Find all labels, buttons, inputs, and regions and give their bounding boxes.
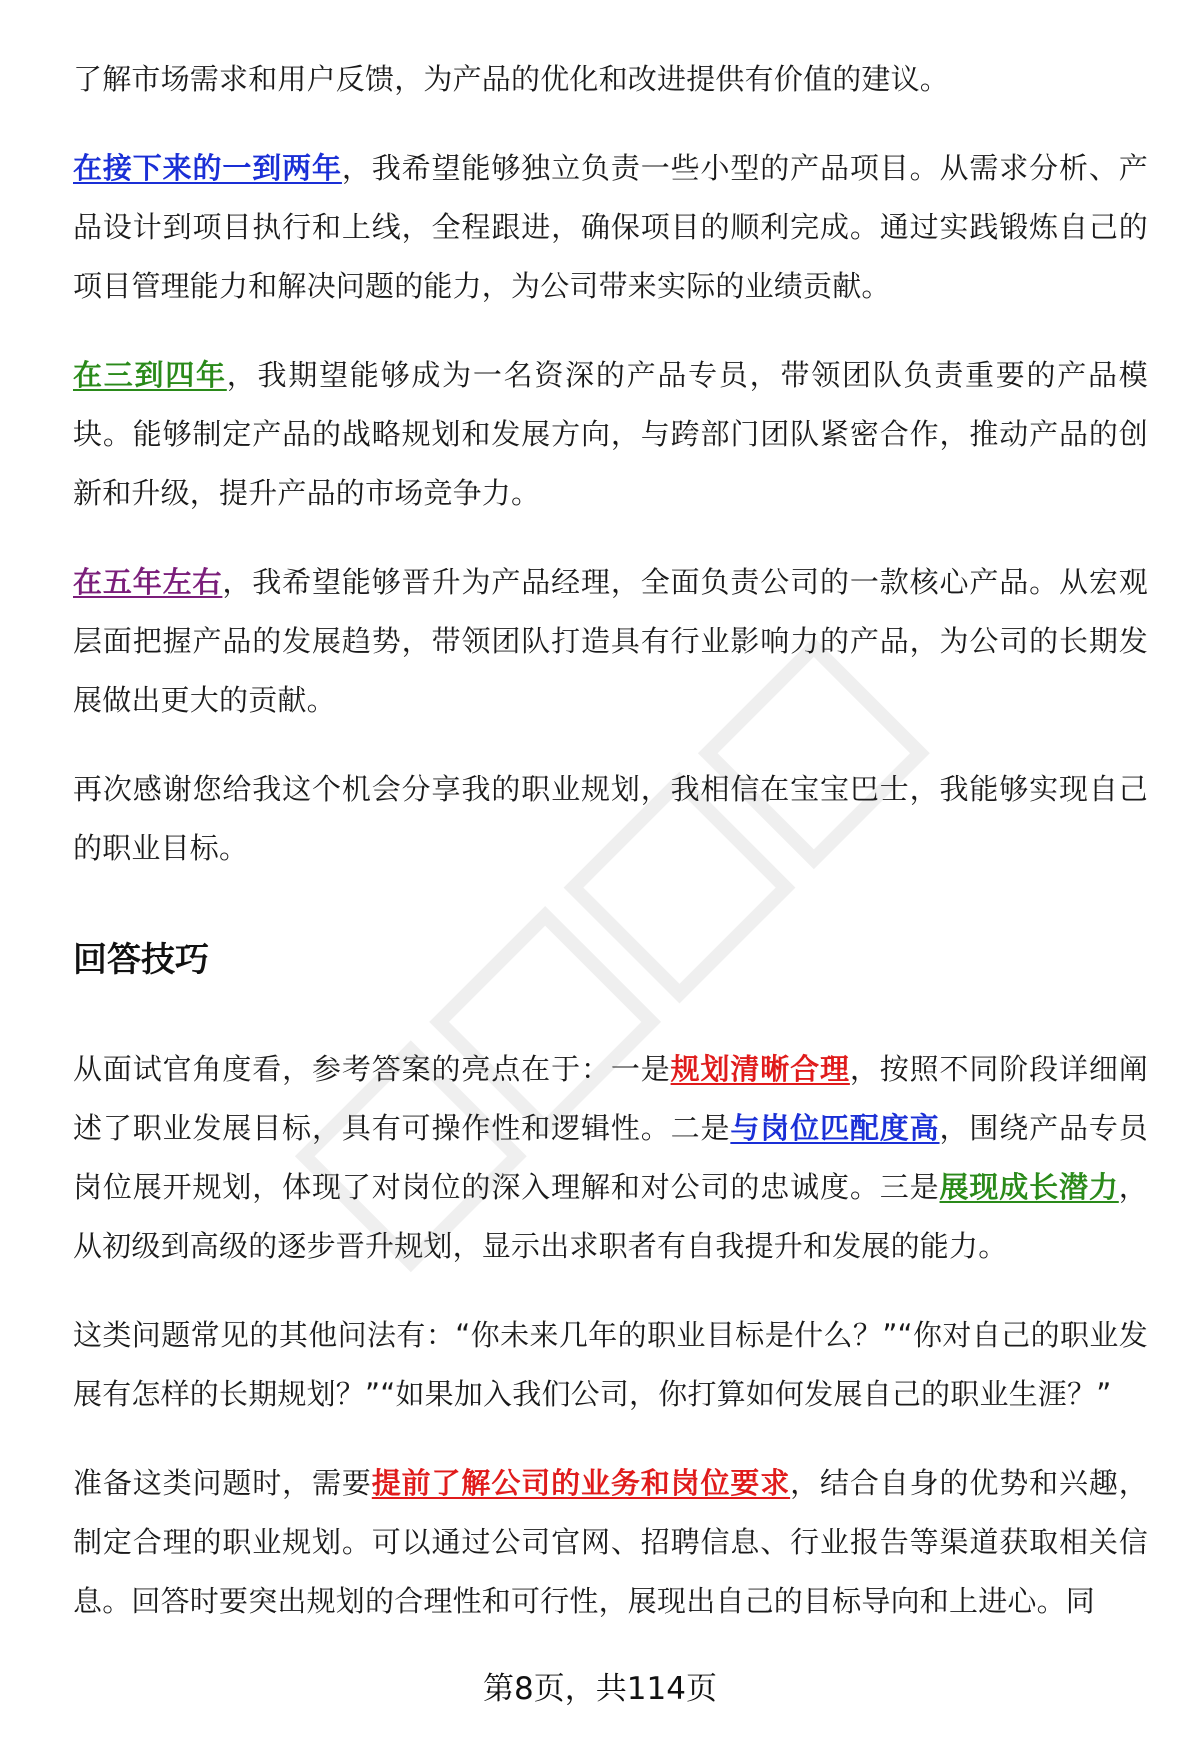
page-number-footer: 第8页，共114页 [483, 1671, 717, 1707]
section-heading: 回答技巧 [73, 940, 209, 980]
paragraph-thanks: 再次感谢您给我这个机会分享我的职业规划，我相信在宝宝巴士，我能够实现自己的职业目标。 [73, 772, 1148, 865]
tips-paragraph-highlights [73, 1040, 1148, 1276]
highlight-three-to-four-years: 在三到四年 [73, 358, 227, 392]
paragraph-text: ，我期望能够成为一名资深的产品专员，带领团队负责重要的产品模块。能够制定产品的战略规划和发展方向，与跨部门团队紧密合作，推动产品的创新和升级，提升产品的市场竞争力。 [73, 358, 1148, 510]
paragraph-three-to-four-years [73, 346, 1148, 523]
paragraph-five-years [73, 553, 1148, 730]
tips-text: 从面试官角度看，参考答案的亮点在于：一是 [73, 1052, 671, 1086]
paragraph-one-to-two-years [73, 139, 1148, 316]
tips-paragraph-variants: 这类问题常见的其他问法有：“你未来几年的职业目标是什么？”“你对自己的职业发展有怎样的长期规划？”“如果加入我们公司，你打算如何发展自己的职业生涯？” [73, 1318, 1148, 1411]
highlight-know-company: 提前了解公司的业务和岗位要求 [371, 1466, 791, 1500]
highlight-five-years: 在五年左右 [73, 565, 223, 599]
tips-text: ，从初级到高级的逐步晋升规划，显示出求职者有自我提升和发展的能力。 [73, 1170, 1148, 1263]
tips-text: 准备这类问题时，需要 [73, 1466, 372, 1500]
tips-text: ，按照不同阶段详细阐述了职业发展目标，具有可操作性和逻辑性。二是 [73, 1052, 1148, 1145]
tips-paragraph-preparation [73, 1454, 1148, 1631]
highlight-one-to-two-years: 在接下来的一到两年 [73, 151, 342, 185]
paragraph-intro-tail: 了解市场需求和用户反馈，为产品的优化和改进提供有价值的建议。 [73, 62, 950, 96]
paragraph-text: ，我希望能够晋升为产品经理，全面负责公司的一款核心产品。从宏观层面把握产品的发展趋势，带领团队打造具有行业影响力的产品，为公司的长期发展做出更大的贡献。 [73, 565, 1148, 717]
highlight-clear-plan: 规划清晰合理 [670, 1052, 850, 1086]
paragraph-text: ，我希望能够独立负责一些小型的产品项目。从需求分析、产品设计到项目执行和上线，全程跟进，确保项目的顺利完成。通过实践锻炼自己的项目管理能力和解决问题的能力，为公司带来实际的业绩贡献。 [73, 151, 1148, 303]
document-page [73, 50, 1148, 1661]
tips-text: ，结合自身的优势和兴趣，制定合理的职业规划。可以通过公司官网、招聘信息、行业报告等渠道获取相关信息。回答时要突出规划的合理性和可行性，展现出自己的目标导向和上进心。同 [73, 1466, 1148, 1618]
highlight-growth-potential: 展现成长潜力 [939, 1170, 1119, 1204]
highlight-job-match: 与岗位匹配度高 [730, 1111, 940, 1145]
tips-text: ，围绕产品专员岗位展开规划，体现了对岗位的深入理解和对公司的忠诚度。三是 [73, 1111, 1149, 1204]
